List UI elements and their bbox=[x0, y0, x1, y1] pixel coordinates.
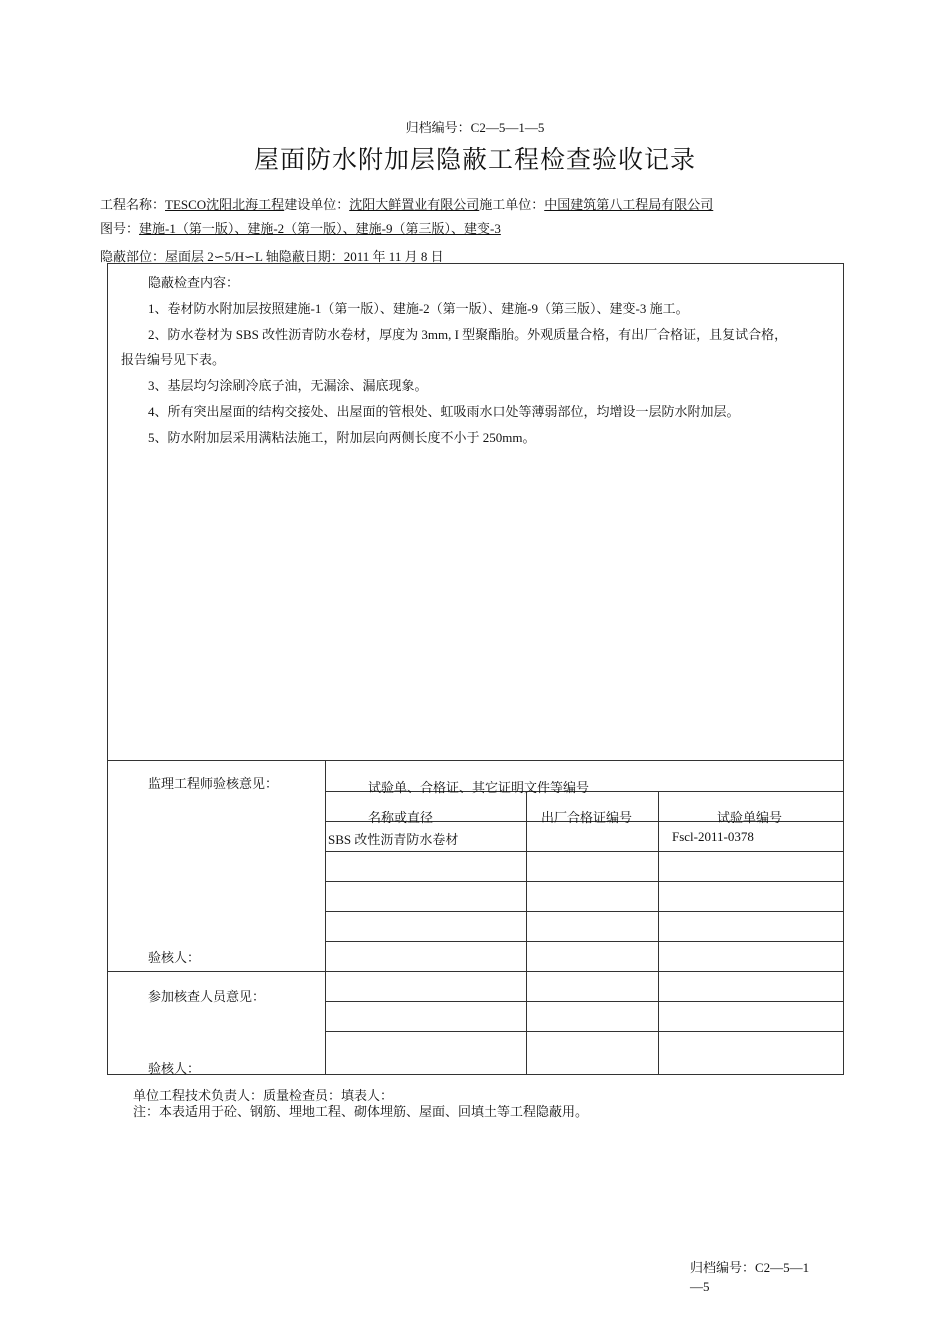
docs-table-header: 名称或直径 bbox=[368, 810, 434, 825]
contractor-label: 施工单位： bbox=[479, 197, 545, 212]
inspection-item: 2、防水卷材为 SBS 改性沥青防水卷材，厚度为 3mm, I 型聚酯胎。外观质量合格，有出厂合格证，且复试合格， bbox=[148, 327, 788, 342]
docs-table-header: 试验单编号 bbox=[717, 810, 783, 825]
location-label: 隐蔽部位： bbox=[100, 249, 166, 264]
docs-table-header: 出厂合格证编号 bbox=[541, 810, 633, 825]
inspection-item: 3、基层均匀涂刷冷底子油，无漏涂、漏底现象。 bbox=[148, 378, 428, 393]
divider bbox=[325, 1031, 844, 1032]
inspection-item: 1、卷材防水附加层按照建施-1（第一版）、建施-2（第一版）、建施-9（第三版）、建变-3 施工。 bbox=[148, 301, 689, 316]
supervisor-verifier-label: 验核人： bbox=[148, 950, 201, 965]
inspection-item: 4、所有突出屋面的结构交接处、出屋面的管根处、虹吸雨水口处等薄弱部位，均增设一层防水附加层。 bbox=[148, 404, 740, 419]
archive-number: 归档编号：C2—5—1—5 bbox=[405, 120, 545, 135]
location-value: 屋面层 2∽5/H∽L 轴 bbox=[165, 249, 279, 264]
archive-number-bottom: 归档编号：C2—5—1—5 bbox=[690, 1260, 810, 1294]
divider bbox=[526, 791, 527, 1075]
inspection-heading: 隐蔽检查内容： bbox=[148, 275, 240, 290]
builder-value: 沈阳大鲜置业有限公司 bbox=[349, 197, 480, 212]
docs-table-caption: 试验单、合格证、其它证明文件等编号 bbox=[368, 780, 590, 795]
builder-label: 建设单位： bbox=[284, 197, 350, 212]
footnote: 注：本表适用于砼、钢筋、埋地工程、砌体埋筋、屋面、回填土等工程隐蔽用。 bbox=[133, 1104, 589, 1119]
document-title: 屋面防水附加层隐蔽工程检查验收记录 bbox=[253, 147, 696, 174]
contractor-value: 中国建筑第八工程局有限公司 bbox=[544, 197, 714, 212]
divider bbox=[325, 760, 326, 1075]
project-info-line bbox=[100, 194, 713, 213]
drawing-info-line bbox=[100, 218, 501, 237]
divider bbox=[107, 971, 844, 972]
inspection-item: 报告编号见下表。 bbox=[121, 352, 226, 367]
date-label: 隐蔽日期： bbox=[278, 249, 344, 264]
divider bbox=[107, 760, 844, 761]
divider bbox=[658, 791, 659, 1075]
participants-opinion-label: 参加核查人员意见： bbox=[148, 989, 266, 1004]
signature-line: 单位工程技术负责人：质量检查员：填表人： bbox=[133, 1088, 394, 1103]
project-label: 工程名称： bbox=[100, 197, 166, 212]
divider bbox=[325, 911, 844, 912]
date-value: 2011 年 11 月 8 日 bbox=[343, 249, 444, 264]
inspection-item: 5、防水附加层采用满粘法施工，附加层向两侧长度不小于 250mm。 bbox=[148, 430, 536, 445]
drawing-value: 建施-1（第一版）、建施-2（第一版）、建施-9（第三版）、建变-3 bbox=[139, 221, 501, 236]
drawing-label: 图号： bbox=[100, 221, 140, 236]
docs-table-cell: Fscl-2011-0378 bbox=[672, 829, 754, 844]
divider bbox=[325, 881, 844, 882]
divider bbox=[325, 851, 844, 852]
docs-table-cell: SBS 改性沥青防水卷材 bbox=[328, 832, 459, 847]
supervisor-opinion-label: 监理工程师验核意见： bbox=[148, 776, 279, 791]
participants-verifier-label: 验核人： bbox=[148, 1061, 201, 1076]
divider bbox=[325, 1001, 844, 1002]
divider bbox=[325, 941, 844, 942]
project-value: TESCO沈阳北海工程 bbox=[165, 197, 285, 212]
